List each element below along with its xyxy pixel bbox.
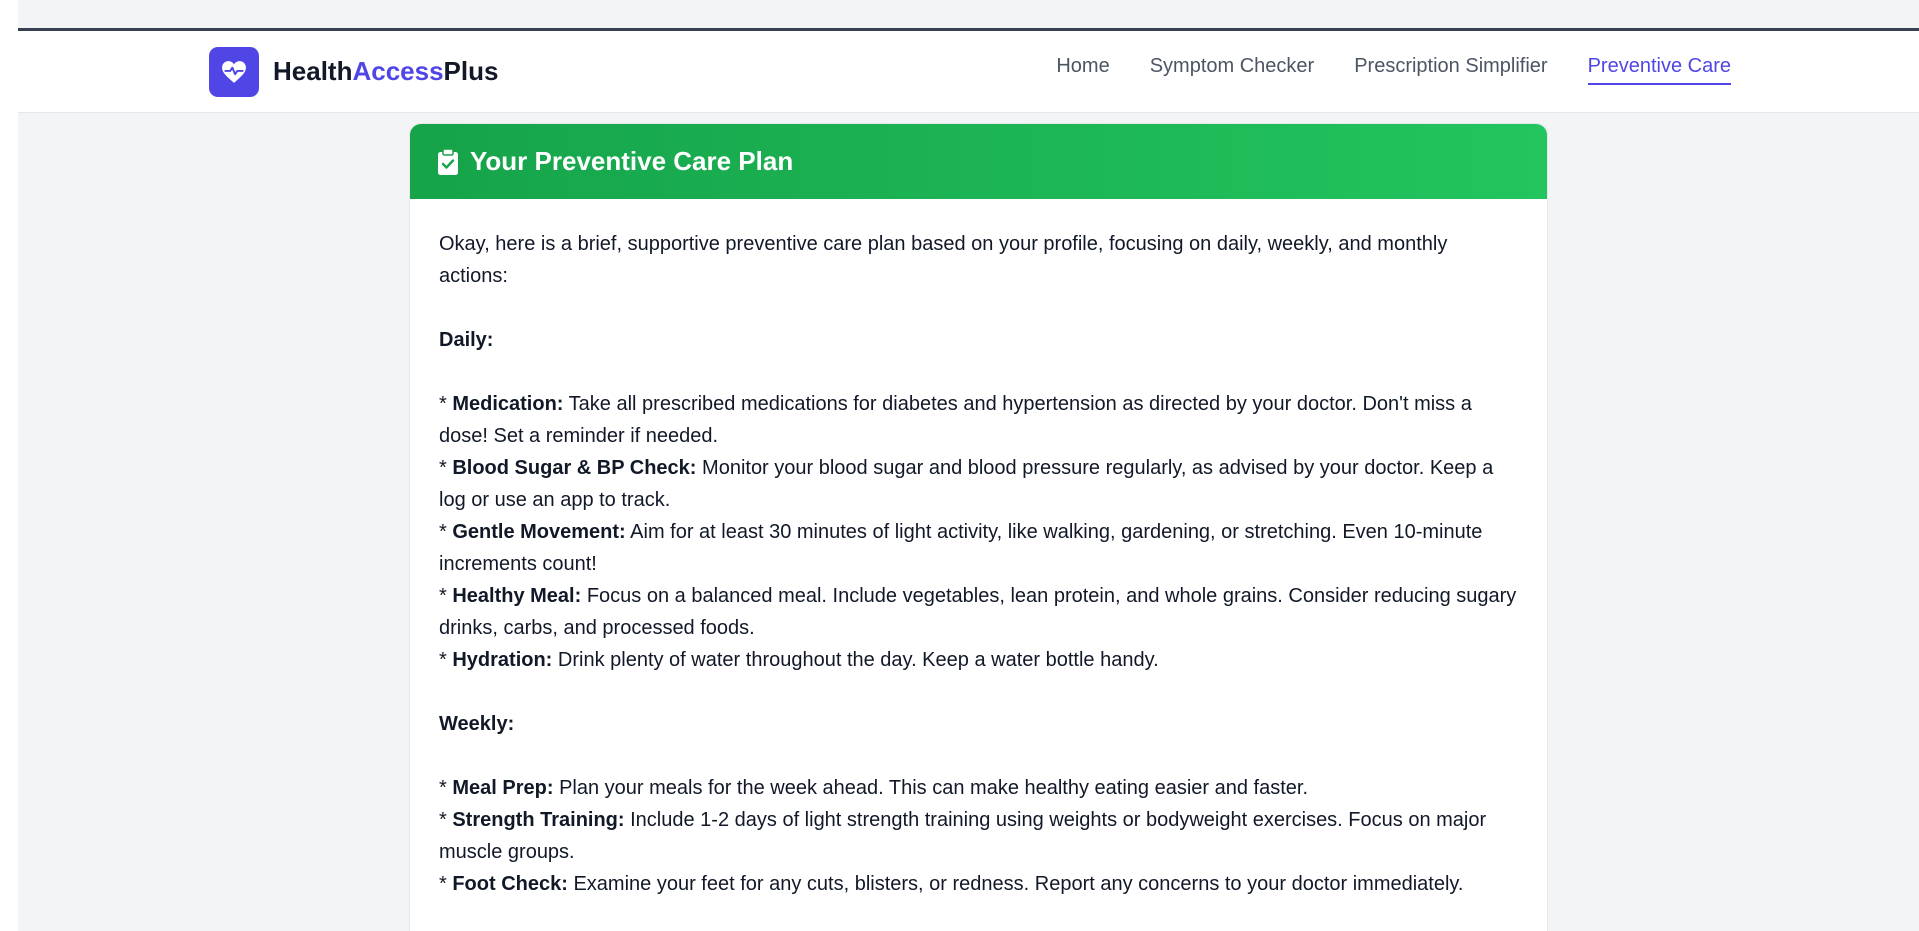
brand-name-part-1: Health — [273, 56, 353, 86]
care-plan-header — [410, 124, 1547, 199]
main-nav — [1056, 55, 1731, 85]
item-label: Healthy Meal: — [452, 585, 582, 607]
brand-name[interactable] — [273, 56, 498, 87]
app-frame — [18, 0, 1919, 931]
list-item: * Foot Check: Examine your feet for any cuts, blisters, or redness. Report any concerns to your doctor immediately. — [439, 873, 1464, 895]
list-item: * Strength Training: Include 1-2 days of light strength training using weights or bodyweight exercises. Focus on major muscle groups. — [439, 809, 1487, 863]
item-label: Meal Prep: — [452, 777, 554, 799]
nav-home[interactable]: Home — [1056, 55, 1110, 77]
item-label: Gentle Movement: — [452, 521, 626, 543]
care-plan-card — [409, 123, 1548, 931]
item-label: Medication: — [452, 393, 564, 415]
item-text: Take all prescribed medications for diabetes and hypertension as directed by your doctor. Don't miss a dose! Set a reminder if needed. — [439, 393, 1472, 447]
heart-pulse-icon — [221, 60, 247, 84]
item-text: Aim for at least 30 minutes of light activity, like walking, gardening, or stretching. Even 10-minute increments count! — [439, 521, 1483, 575]
list-item: * Healthy Meal: Focus on a balanced meal. Include vegetables, lean protein, and whole grains. Consider reducing sugary drinks, carbs, and processed foods. — [439, 585, 1517, 639]
item-text: Focus on a balanced meal. Include vegetables, lean protein, and whole grains. Consider reducing sugary drinks, carbs, and processed foods. — [439, 585, 1517, 639]
nav-prescription-simplifier[interactable]: Prescription Simplifier — [1354, 55, 1548, 77]
plan-intro: Okay, here is a brief, supportive preventive care plan based on your profile, focusing on daily, weekly, and monthly actions: — [439, 233, 1448, 287]
site-header — [18, 31, 1919, 113]
weekly-heading: Weekly: — [439, 713, 515, 735]
care-plan-body — [410, 199, 1547, 900]
daily-heading: Daily: — [439, 329, 494, 351]
item-label: Foot Check: — [452, 873, 568, 895]
nav-symptom-checker[interactable]: Symptom Checker — [1149, 55, 1315, 77]
item-label: Hydration: — [452, 649, 553, 671]
item-label: Strength Training: — [452, 809, 625, 831]
brand-name-part-3: Plus — [443, 56, 499, 86]
item-text: Monitor your blood sugar and blood pressure regularly, as advised by your doctor. Keep a log or use an app to track. — [439, 457, 1494, 511]
logo-badge[interactable] — [209, 47, 259, 97]
list-item: * Medication: Take all prescribed medications for diabetes and hypertension as directed by your doctor. Don't miss a dose! Set a reminder if needed. — [439, 393, 1472, 447]
list-item: * Gentle Movement: Aim for at least 30 minutes of light activity, like walking, gardening, or stretching. Even 10-minute increments count! — [439, 521, 1483, 575]
list-item: * Blood Sugar & BP Check: Monitor your blood sugar and blood pressure regularly, as advised by your doctor. Keep a log or use an app to track. — [439, 457, 1494, 511]
item-text: Examine your feet for any cuts, blisters, or redness. Report any concerns to your doctor immediately. — [573, 873, 1464, 895]
item-text: Plan your meals for the week ahead. This can make healthy eating easier and faster. — [559, 777, 1309, 799]
item-text: Include 1-2 days of light strength training using weights or bodyweight exercises. Focus on major muscle groups. — [439, 809, 1487, 863]
nav-preventive-care[interactable]: Preventive Care — [1588, 55, 1731, 85]
clipboard-check-icon — [438, 149, 458, 175]
list-item: * Hydration: Drink plenty of water throughout the day. Keep a water bottle handy. — [439, 649, 1159, 671]
item-label: Blood Sugar & BP Check: — [452, 457, 697, 479]
care-plan-title: Your Preventive Care Plan — [470, 146, 794, 176]
list-item: * Meal Prep: Plan your meals for the week ahead. This can make healthy eating easier and faster. — [439, 777, 1309, 799]
item-text: Drink plenty of water throughout the day. Keep a water bottle handy. — [557, 649, 1159, 671]
brand-name-part-2: Access — [352, 56, 444, 86]
